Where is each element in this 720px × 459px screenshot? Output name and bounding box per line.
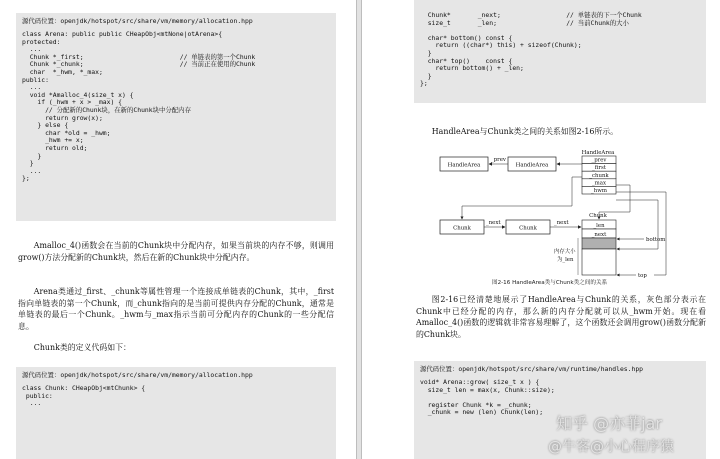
chunk-allocated-region — [582, 238, 616, 249]
handlearea-field-label: _chunk — [589, 172, 609, 179]
chunk-free-region — [582, 249, 616, 275]
left-page — [0, 0, 356, 459]
max-pointer — [616, 192, 666, 275]
top-label: top — [638, 273, 647, 279]
size-label-1: 内存大小 — [554, 249, 576, 255]
first-pointer — [462, 177, 582, 219]
handlearea-box-1-label: HandleArea — [447, 162, 481, 169]
bottom-label: bottom — [646, 237, 666, 243]
code-block-chunk-body — [414, 0, 706, 103]
paragraph-chunk-intro: Chunk类的定义代码如下： — [33, 343, 131, 352]
handlearea-field-label: _hwm — [591, 188, 607, 194]
chunk-fields — [582, 220, 616, 238]
watermark-zhihu: 知乎 @亦菲jar — [556, 414, 662, 433]
figure-caption: 图2-16 HandleArea类与Chunk类之间的关系 — [492, 280, 608, 286]
handlearea-struct-title: HandleArea — [581, 150, 615, 156]
prev-arrow-label: _prev — [491, 157, 506, 163]
handlearea-fields — [582, 156, 616, 194]
next-arrow-1-label: _next — [486, 220, 501, 226]
code-source-path: 源代码位置：openjdk/hotspot/src/share/vm/memory/allocation.hpp — [22, 17, 253, 25]
right-page — [362, 0, 720, 459]
code-block-chunk — [16, 367, 336, 459]
code-text: void* Arena::grow( size_t x ) { size_t len = max(x, Chunk::size); register Chunk *k = _chunk; _chunk = new (len) Chunk(len); — [420, 378, 555, 417]
code-text: class Chunk: CHeapObj<mtChunk> { public: ... — [22, 384, 146, 408]
watermark-nowcoder: @牛客@小心程序猿 — [548, 439, 674, 455]
handlearea-field-label: _max — [591, 180, 607, 187]
next-arrow-2-label: _next — [554, 220, 569, 226]
chunk-box-1-label: Chunk — [453, 225, 471, 232]
chunk-struct-title: Chunk — [589, 213, 607, 219]
chunk-field-label: _next — [591, 232, 607, 238]
code-text: class Arena: public public CHeapObj<mtNone|otArena>{ protected: ... Chunk *_first; // 单链表的第一个Chunk Chunk *_chunk; // 当前正在使用的Chunk char *_hwm, *_max; public: ... void *Amalloc_4(size_t x) { if (_hwm + x > _max) { // 分配新的Chunk块，在新的Chunk块中分配内存 return grow(x); } else { char *old = _hwm; _hwm += x; return old; } } ... }; — [22, 30, 256, 183]
paragraph-figure-explain: 图2-16已经清楚地展示了HandleArea与Chunk的关系，灰色部分表示在Chunk中已经分配的内存，那么新的内存分配就可以从_hwm开始。现在看Amalloc_4()函数的逻辑就非常容易理解了，这个函数还会调用grow()函数分配新的Chunk块。 — [416, 295, 706, 339]
handlearea-box-2-label: HandleArea — [515, 162, 549, 169]
handlearea-field-label: _prev — [591, 157, 607, 164]
handlearea-field-label: _first — [592, 165, 606, 172]
handlearea-chunk-diagram — [426, 144, 706, 284]
size-label-2: 为_len — [557, 257, 574, 263]
paragraph-amalloc: Amalloc_4()函数会在当前的Chunk块中分配内存，如果当前块的内存不够，则调用grow()方法分配新的Chunk块，然后在新的Chunk块中分配内存。 — [18, 241, 334, 262]
chunk-field-label: _len — [593, 223, 605, 229]
paragraph-figure-intro: HandleArea与Chunk类之间的关系如图2-16所示。 — [431, 127, 619, 136]
code-source-path: 源代码位置：openjdk/hotspot/src/share/vm/memory/allocation.hpp — [22, 371, 253, 379]
paragraph-arena-fields: Arena类通过_first、_chunk等属性管理一个连接成单链表的Chunk，其中，_first指向单链表的第一个Chunk，而_chunk指向的是当前可提供内存分配的Chunk，通常是单链表的最后一个Chunk。_hwm与_max指示当前可分配内存的Chunk的一些分配信息。 — [18, 287, 334, 331]
code-text: Chunk* _next; // 单链表的下一个Chunk size_t _len; // 当前Chunk的大小 char* bottom() const { return ((char*) this) + sizeof(Chunk); } char* top() const { return bottom() + _len; } }; — [420, 11, 642, 88]
code-block-arena — [16, 13, 336, 221]
chunk-box-2-label: Chunk — [519, 225, 537, 232]
code-source-path: 源代码位置：openjdk/hotspot/src/share/vm/runtime/handles.hpp — [420, 365, 644, 373]
